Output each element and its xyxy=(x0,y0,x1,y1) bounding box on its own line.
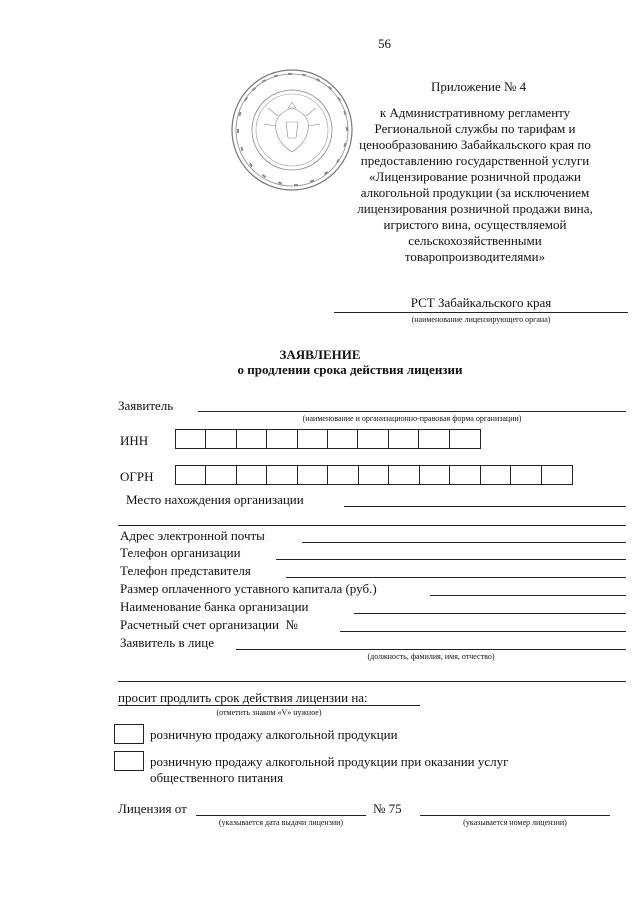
person-caption: (должность, фамилия, имя, отчество) xyxy=(367,652,495,661)
ogrn-digit-cell[interactable] xyxy=(450,466,480,484)
inn-digit-cell[interactable] xyxy=(419,430,449,448)
person-field[interactable] xyxy=(236,649,626,650)
option-retail-checkbox[interactable] xyxy=(114,724,144,744)
inn-digit-cell[interactable] xyxy=(298,430,328,448)
capital-label: Размер оплаченного уставного капитала (руб.) xyxy=(120,581,377,596)
account-label: Расчетный счет организации № xyxy=(120,617,298,632)
inn-digit-cell[interactable] xyxy=(267,430,297,448)
rep-phone-field[interactable] xyxy=(286,577,626,578)
ogrn-digit-cell[interactable] xyxy=(206,466,236,484)
location-field-continued[interactable] xyxy=(118,525,626,526)
applicant-caption: (наименование и организационно-правовая форма организации) xyxy=(302,414,522,423)
bank-field[interactable] xyxy=(354,613,626,614)
page-number: 56 xyxy=(378,36,391,51)
ogrn-field[interactable] xyxy=(175,465,573,485)
license-date-field[interactable] xyxy=(196,815,366,816)
ogrn-digit-cell[interactable] xyxy=(267,466,297,484)
person-label: Заявитель в лице xyxy=(120,635,215,650)
license-number-caption: (указывается номер лицензии) xyxy=(463,818,567,827)
inn-digit-cell[interactable] xyxy=(450,430,480,448)
ogrn-digit-cell[interactable] xyxy=(176,466,206,484)
ogrn-digit-cell[interactable] xyxy=(237,466,267,484)
appendix-line: к Административному регламенту xyxy=(379,105,571,120)
applicant-label: Заявитель xyxy=(118,398,174,413)
inn-field[interactable] xyxy=(175,429,481,449)
ogrn-digit-cell[interactable] xyxy=(298,466,328,484)
ogrn-digit-cell[interactable] xyxy=(328,466,358,484)
ogrn-digit-cell[interactable] xyxy=(511,466,541,484)
org-phone-field[interactable] xyxy=(276,559,626,560)
licensing-organ-value: РСТ Забайкальского края xyxy=(410,295,552,310)
inn-digit-cell[interactable] xyxy=(206,430,236,448)
request-caption: (отметить знаком «V» нужное) xyxy=(216,708,322,717)
email-field[interactable] xyxy=(302,542,626,543)
appendix-line: игристого вина, осуществляемой xyxy=(383,217,567,232)
ogrn-digit-cell[interactable] xyxy=(542,466,572,484)
document-subtitle-text: о продлении срока действия лицензии xyxy=(237,362,463,377)
appendix-line: лицензирования розничной продажи вина, xyxy=(357,201,593,216)
appendix-text xyxy=(316,105,634,265)
appendix-line: алкогольной продукции (за исключением xyxy=(360,185,590,200)
license-number-label: № 75 xyxy=(373,801,402,816)
inn-digit-cell[interactable] xyxy=(328,430,358,448)
inn-label: ИНН xyxy=(120,433,149,448)
location-label: Место нахождения организации xyxy=(126,492,304,507)
email-label: Адрес электронной почты xyxy=(120,528,265,543)
appendix-line: ценообразованию Забайкальского края по xyxy=(359,137,591,152)
bank-label: Наименование банка организации xyxy=(120,599,309,614)
location-field[interactable] xyxy=(344,506,626,507)
rep-phone-label: Телефон представителя xyxy=(120,563,251,578)
licensing-organ-line xyxy=(334,312,628,313)
applicant-field[interactable] xyxy=(198,411,626,412)
option-catering-checkbox[interactable] xyxy=(114,751,144,771)
request-underline xyxy=(118,705,420,706)
document-title-text: ЗАЯВЛЕНИЕ xyxy=(279,347,361,362)
option-catering-label xyxy=(150,754,508,786)
appendix-line: Региональной службы по тарифам и xyxy=(374,121,576,136)
capital-field[interactable] xyxy=(430,595,626,596)
inn-digit-cell[interactable] xyxy=(389,430,419,448)
inn-digit-cell[interactable] xyxy=(237,430,267,448)
option-catering-line: розничную продажу алкогольной продукции при оказании услуг xyxy=(150,754,509,769)
licensing-organ-caption: (наименование лицензирующего органа) xyxy=(411,315,551,324)
ogrn-digit-cell[interactable] xyxy=(389,466,419,484)
ogrn-label: ОГРН xyxy=(120,469,154,484)
org-phone-label: Телефон организации xyxy=(120,545,241,560)
appendix-title: Приложение № 4 xyxy=(431,79,527,94)
license-from-label: Лицензия от xyxy=(118,801,187,816)
document-subtitle xyxy=(0,362,640,378)
ogrn-digit-cell[interactable] xyxy=(420,466,450,484)
license-number-field[interactable] xyxy=(420,815,610,816)
license-date-caption: (указывается дата выдачи лицензии) xyxy=(218,818,344,827)
person-field-continued[interactable] xyxy=(118,681,626,682)
option-retail-label: розничную продажу алкогольной продукции xyxy=(150,727,398,742)
ogrn-digit-cell[interactable] xyxy=(359,466,389,484)
appendix-line: предоставлению государственной услуги xyxy=(360,153,590,168)
ogrn-digit-cell[interactable] xyxy=(481,466,511,484)
inn-digit-cell[interactable] xyxy=(176,430,206,448)
appendix-line: сельскохозяйственными xyxy=(408,233,542,248)
request-label: просит продлить срок действия лицензии на: xyxy=(118,690,368,705)
appendix-line: «Лицензирование розничной продажи xyxy=(369,169,581,184)
document-title xyxy=(0,347,640,363)
inn-digit-cell[interactable] xyxy=(358,430,388,448)
option-catering-line: общественного питания xyxy=(150,770,284,785)
account-field[interactable] xyxy=(340,631,626,632)
appendix-line: товаропроизводителями» xyxy=(404,249,546,264)
